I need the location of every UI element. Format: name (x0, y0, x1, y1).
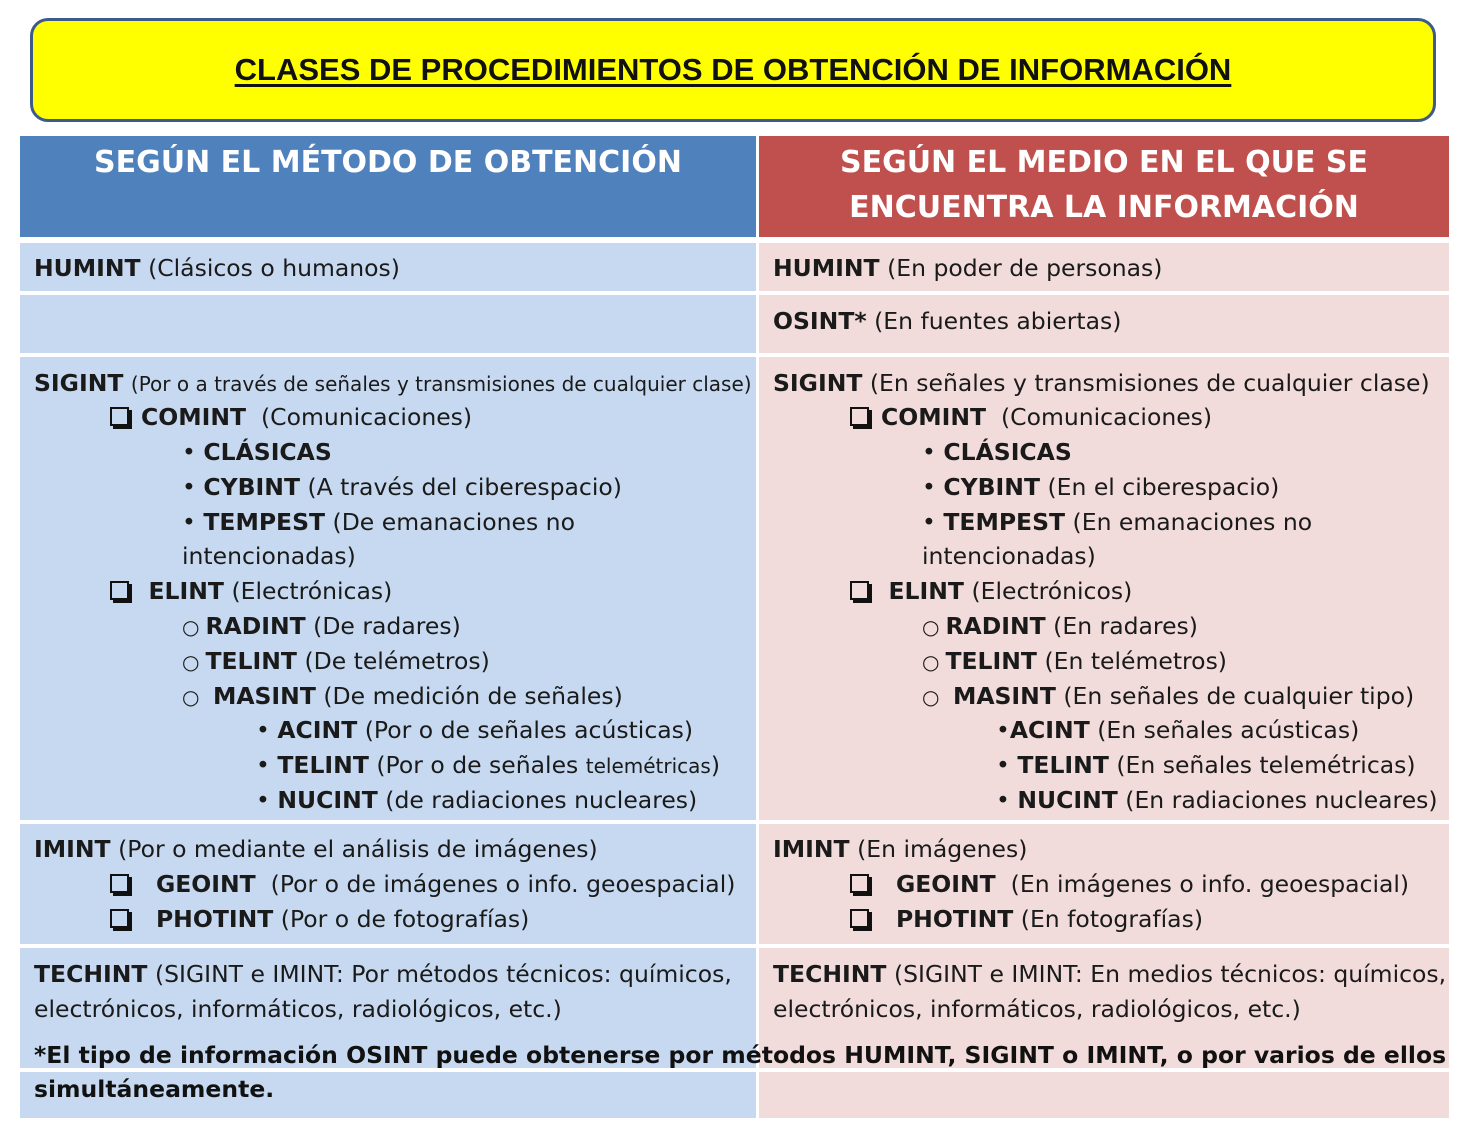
left-empty-cell (20, 295, 756, 353)
circle-bullet-icon: ○ (182, 685, 200, 709)
right-telint-2: • TELINT (En señales telemétricas) (996, 751, 1416, 779)
left-comint: COMINT (Comunicaciones) (110, 402, 472, 432)
osint-footnote-line-1: *El tipo de información OSINT puede obtenerse por métodos HUMINT, SIGINT o IMINT, o por varios de ellos (34, 1041, 1447, 1069)
left-photint: PHOTINT (Por o de fotografías) (110, 904, 529, 934)
checkbox-bullet-icon (110, 909, 129, 928)
left-imint: IMINT (Por o mediante el análisis de imágenes) (34, 835, 598, 863)
bullet-icon: • (996, 751, 1010, 779)
right-note-cell (759, 1072, 1449, 1118)
checkbox-bullet-icon (110, 874, 129, 893)
left-geoint: GEOINT (Por o de imágenes o info. geoespacial) (110, 869, 735, 899)
circle-bullet-icon: ○ (182, 615, 200, 639)
left-elint: ELINT (Electrónicas) (110, 576, 392, 606)
right-cybint: • CYBINT (En el ciberespacio) (922, 473, 1280, 501)
right-elint: ELINT (Electrónicos) (850, 576, 1132, 606)
left-cybint: • CYBINT (A través del ciberespacio) (182, 473, 622, 501)
left-sigint: SIGINT (Por o a través de señales y transmisiones de cualquier clase) (34, 369, 752, 397)
bullet-icon: • (922, 438, 936, 466)
bullet-icon: • (996, 716, 1010, 744)
checkbox-bullet-icon (850, 874, 869, 893)
right-masint: ○ MASINT (En señales de cualquier tipo) (922, 682, 1415, 710)
right-imint: IMINT (En imágenes) (773, 835, 1028, 863)
checkbox-bullet-icon (110, 407, 129, 426)
header-method (20, 136, 756, 237)
left-techint-cont: electrónicos, informáticos, radiológicos, etc.) (34, 995, 562, 1023)
right-nucint: • NUCINT (En radiaciones nucleares) (996, 786, 1438, 814)
checkbox-bullet-icon (850, 909, 869, 928)
header-method-line-1: SEGÚN EL MÉTODO DE OBTENCIÓN (94, 145, 682, 180)
left-nucint: • NUCINT (de radiaciones nucleares) (256, 786, 698, 814)
left-clasicas: • CLÁSICAS (182, 438, 332, 466)
right-telint: ○ TELINT (En telémetros) (922, 647, 1227, 675)
circle-bullet-icon: ○ (922, 615, 940, 639)
checkbox-bullet-icon (110, 581, 129, 600)
header-medium-line-1: SEGÚN EL MEDIO EN EL QUE SE (839, 145, 1369, 180)
page-title: CLASES DE PROCEDIMIENTOS DE OBTENCIÓN DE INFORMACIÓN (234, 52, 1232, 87)
title-banner (30, 18, 1436, 122)
header-medium (759, 136, 1449, 237)
bullet-icon: • (182, 508, 196, 536)
checkbox-bullet-icon (850, 581, 869, 600)
bullet-icon: • (256, 716, 270, 744)
left-radint: ○ RADINT (De radares) (182, 612, 461, 640)
right-humint: HUMINT (En poder de personas) (773, 254, 1163, 282)
bullet-icon: • (256, 751, 270, 779)
left-telint-2: • TELINT (Por o de señales telemétricas) (256, 751, 721, 779)
bullet-icon: • (922, 473, 936, 501)
right-techint-cont: electrónicos, informáticos, radiológicos, etc.) (773, 995, 1301, 1023)
right-sigint: SIGINT (En señales y transmisiones de cualquier clase) (773, 369, 1430, 397)
right-tempest-cont: intencionadas) (922, 542, 1096, 570)
right-techint: TECHINT (SIGINT e IMINT: En medios técnicos: químicos, (773, 960, 1447, 988)
circle-bullet-icon: ○ (182, 650, 200, 674)
right-tempest: • TEMPEST (En emanaciones no (922, 508, 1313, 536)
right-osint: OSINT* (En fuentes abiertas) (773, 307, 1122, 335)
bullet-icon: • (256, 786, 270, 814)
right-comint: COMINT (Comunicaciones) (850, 402, 1212, 432)
right-radint: ○ RADINT (En radares) (922, 612, 1198, 640)
left-tempest-cont: intencionadas) (182, 542, 356, 570)
osint-footnote-line-2: simultáneamente. (34, 1075, 275, 1103)
left-techint: TECHINT (SIGINT e IMINT: Por métodos técnicos: químicos, (34, 960, 732, 988)
right-geoint: GEOINT (En imágenes o info. geoespacial) (850, 869, 1409, 899)
left-telint: ○ TELINT (De telémetros) (182, 647, 490, 675)
bullet-icon: • (182, 438, 196, 466)
bullet-icon: • (996, 786, 1010, 814)
left-humint: HUMINT (Clásicos o humanos) (34, 254, 400, 282)
bullet-icon: • (182, 473, 196, 501)
right-clasicas: • CLÁSICAS (922, 438, 1072, 466)
left-acint: • ACINT (Por o de señales acústicas) (256, 716, 694, 744)
circle-bullet-icon: ○ (922, 685, 940, 709)
right-acint: •ACINT (En señales acústicas) (996, 716, 1360, 744)
circle-bullet-icon: ○ (922, 650, 940, 674)
header-medium-line-2: ENCUENTRA LA INFORMACIÓN (849, 190, 1359, 225)
bullet-icon: • (922, 508, 936, 536)
checkbox-bullet-icon (850, 407, 869, 426)
left-tempest: • TEMPEST (De emanaciones no (182, 508, 575, 536)
left-masint: ○ MASINT (De medición de señales) (182, 682, 623, 710)
right-photint: PHOTINT (En fotografías) (850, 904, 1203, 934)
